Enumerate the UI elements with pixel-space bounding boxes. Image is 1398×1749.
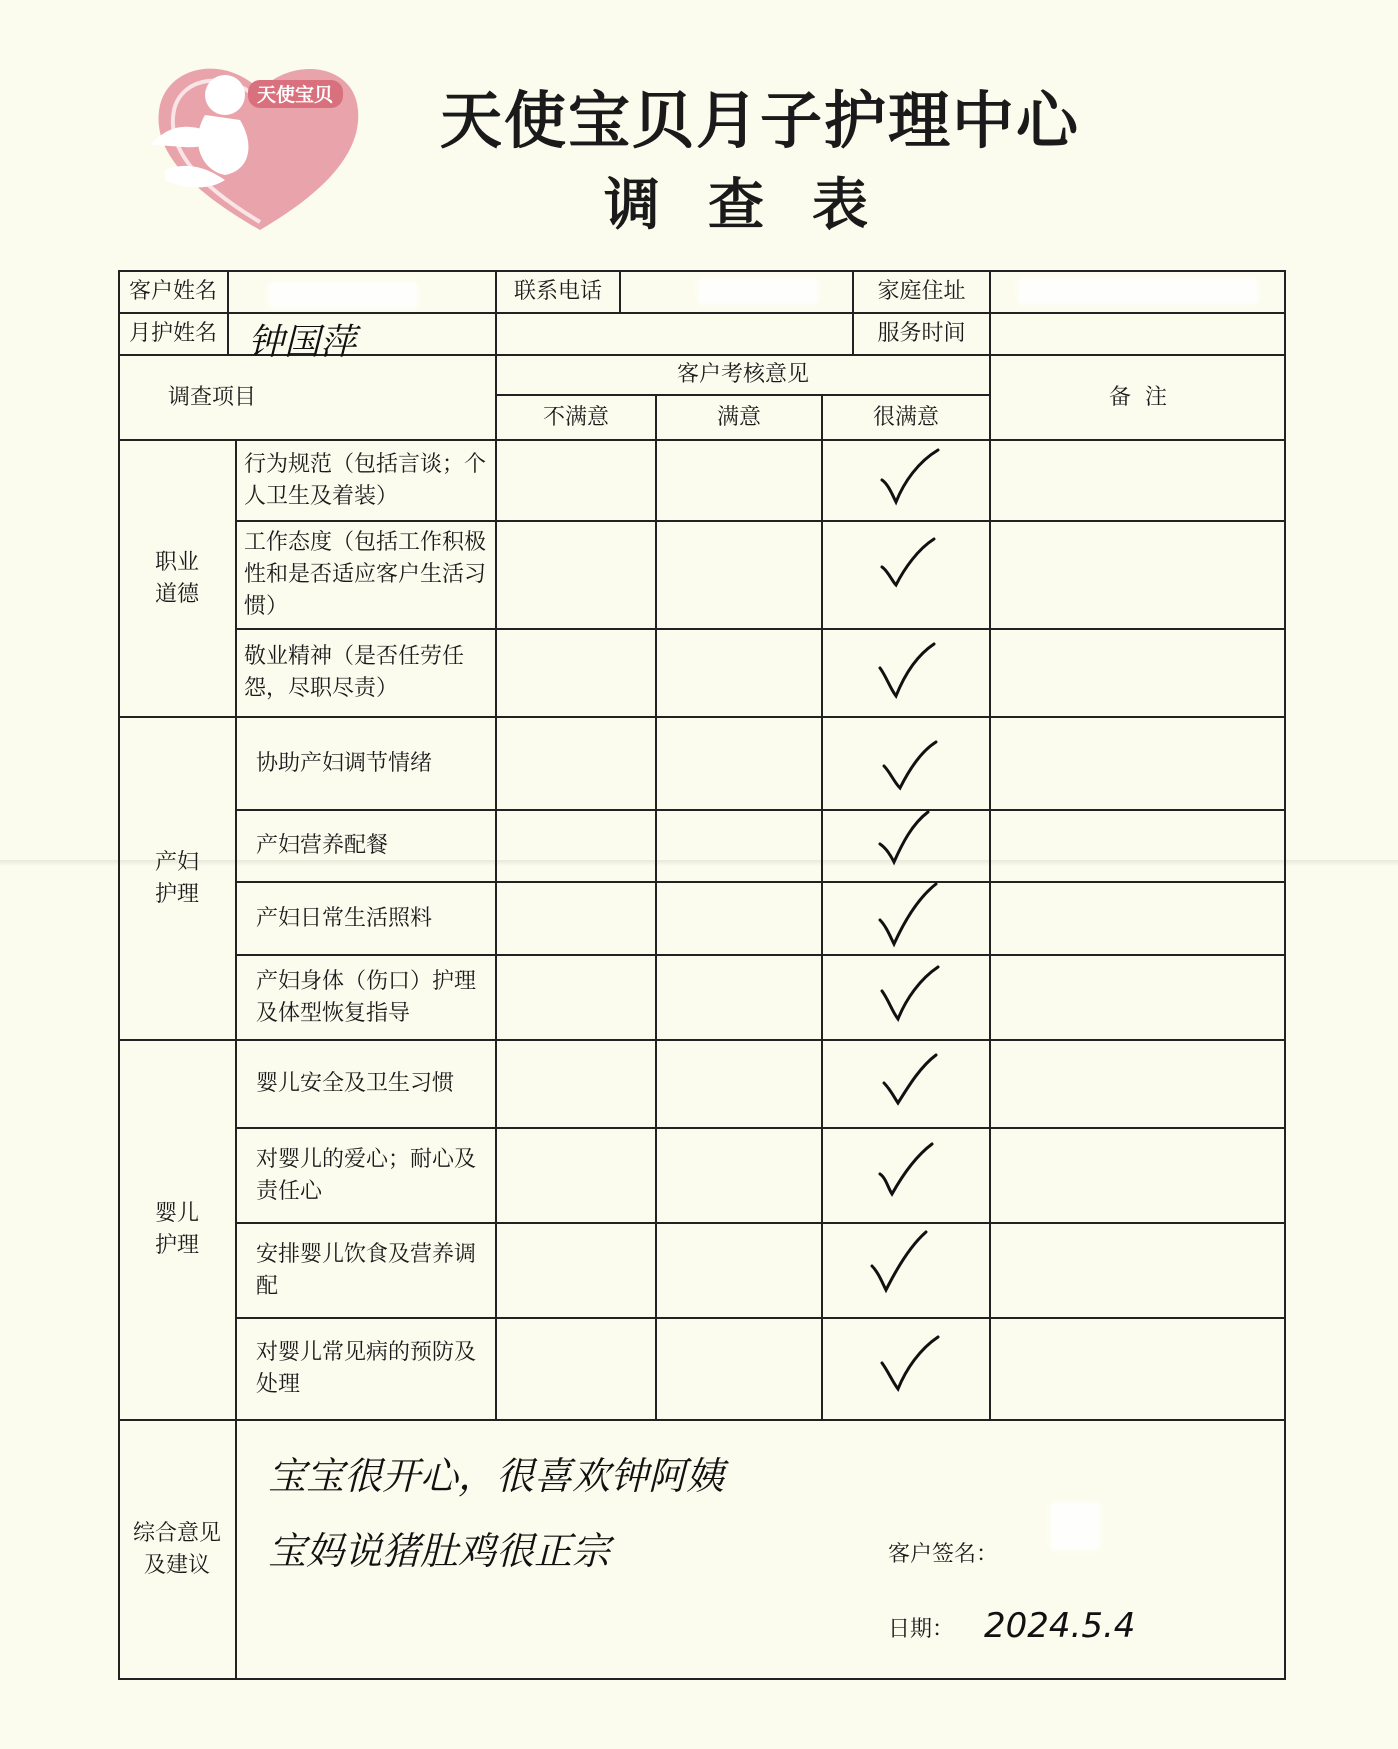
signature-label: 客户签名： bbox=[888, 1542, 999, 1568]
item-disease-prevention: 对婴儿常见病的预防及处理 bbox=[256, 1340, 477, 1397]
check-icon[interactable] bbox=[880, 738, 950, 798]
category-professional-ethics: 职业道德 bbox=[154, 549, 199, 607]
service-time-value[interactable] bbox=[990, 313, 1286, 355]
comment-line-2[interactable]: 宝妈说猪肚鸡很正宗 bbox=[268, 1529, 611, 1573]
category-infant-care: 婴儿护理 bbox=[154, 1201, 199, 1258]
item-behavior-norms: 行为规范（包括言谈；个人卫生及着装） bbox=[244, 451, 487, 509]
nurse-name-value[interactable]: 钟国萍 bbox=[248, 322, 357, 363]
blank-cell bbox=[496, 313, 853, 355]
check-icon[interactable] bbox=[876, 810, 946, 870]
column-very-satisfied: 很满意 bbox=[872, 404, 939, 430]
check-icon[interactable] bbox=[868, 1230, 938, 1296]
survey-item-header: 调查项目 bbox=[168, 384, 257, 410]
page-subtitle: 调查表 bbox=[604, 173, 916, 238]
opinion-header: 客户考核意见 bbox=[676, 362, 809, 388]
service-time-label: 服务时间 bbox=[877, 321, 966, 347]
check-icon[interactable] bbox=[878, 535, 948, 595]
redacted-phone bbox=[698, 278, 818, 304]
item-work-attitude: 工作态度（包括工作积极性和是否适应客户生活习惯） bbox=[244, 530, 487, 619]
check-icon[interactable] bbox=[876, 1142, 946, 1202]
heart-logo-icon bbox=[130, 50, 380, 235]
item-infant-love: 对婴儿的爱心；耐心及责任心 bbox=[256, 1146, 477, 1204]
date-value[interactable]: 2024.5.4 bbox=[984, 1606, 1136, 1646]
check-icon[interactable] bbox=[876, 642, 946, 702]
redacted-signature[interactable] bbox=[1050, 1502, 1100, 1550]
category-maternal-care: 产妇护理 bbox=[154, 849, 199, 907]
redacted-name bbox=[268, 282, 418, 308]
column-satisfied: 满意 bbox=[716, 404, 761, 430]
comment-line-1[interactable]: 宝宝很开心，很喜欢钟阿姨 bbox=[268, 1454, 725, 1498]
item-dedication: 敬业精神（是否任劳任怨，尽职尽责） bbox=[244, 644, 465, 701]
remarks-header: 备 注 bbox=[1109, 384, 1167, 410]
check-icon[interactable] bbox=[878, 1335, 948, 1395]
survey-form bbox=[118, 270, 1286, 1680]
check-icon[interactable] bbox=[880, 1053, 950, 1113]
column-dissatisfied: 不满意 bbox=[542, 404, 609, 430]
check-icon[interactable] bbox=[878, 965, 948, 1025]
check-icon[interactable] bbox=[878, 448, 948, 508]
svg-text:天使宝贝: 天使宝贝 bbox=[256, 84, 334, 106]
address-label: 家庭住址 bbox=[877, 278, 966, 304]
date-label: 日期： bbox=[888, 1617, 955, 1643]
item-infant-diet: 安排婴儿饮食及营养调配 bbox=[256, 1241, 477, 1299]
nurse-name-label: 月护姓名 bbox=[128, 321, 217, 347]
page-title: 天使宝贝月子护理中心 bbox=[440, 84, 1081, 157]
item-body-recovery: 产妇身体（伤口）护理及体型恢复指导 bbox=[256, 968, 477, 1026]
check-icon[interactable] bbox=[876, 882, 946, 950]
comments-label: 综合意见及建议 bbox=[132, 1521, 221, 1578]
item-nutrition-meals: 产妇营养配餐 bbox=[256, 833, 389, 859]
item-emotion-support: 协助产妇调节情绪 bbox=[256, 750, 433, 776]
customer-name-label: 客户姓名 bbox=[128, 278, 217, 304]
phone-label: 联系电话 bbox=[513, 278, 602, 304]
redacted-address bbox=[1018, 278, 1258, 304]
item-infant-safety: 婴儿安全及卫生习惯 bbox=[256, 1071, 455, 1097]
logo bbox=[130, 50, 380, 235]
item-daily-care: 产妇日常生活照料 bbox=[256, 905, 433, 931]
